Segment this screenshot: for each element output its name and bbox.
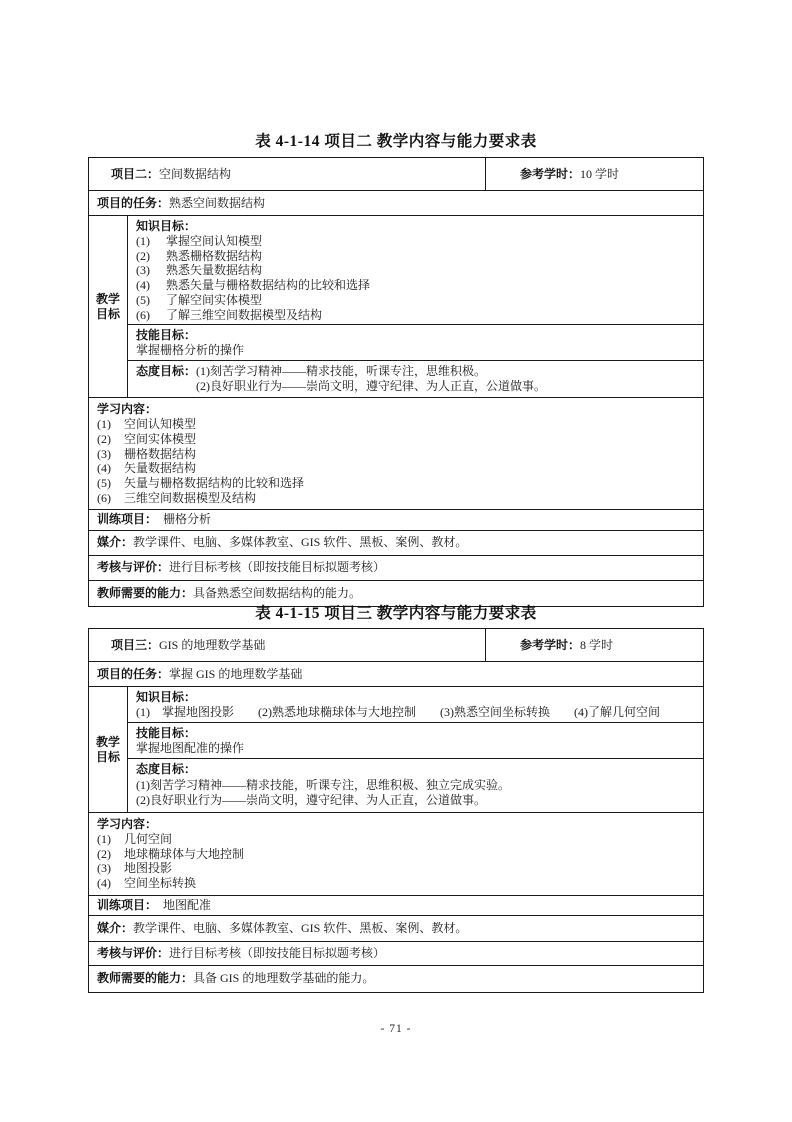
attitude-lines xyxy=(196,364,546,394)
teacher-label: 教师需要的能力： xyxy=(97,585,194,600)
table2-project-cell xyxy=(89,629,486,661)
attitude-label: 态度目标： xyxy=(136,364,197,379)
page-number: - 71 - xyxy=(380,1023,412,1035)
attitude-line1: (1)刻苦学习精神——精求技能，听课专注，思维积极、独立完成实验。 xyxy=(136,778,510,792)
assessment-value: 进行目标考核（即按技能目标拟题考核） xyxy=(169,560,386,575)
objectives-label-line2: 目标 xyxy=(95,306,120,321)
task-value: 熟悉空间数据结构 xyxy=(169,196,266,210)
teacher-value: 具备熟悉空间数据结构的能力。 xyxy=(193,585,362,600)
learning-item: (5) 矢量与栅格数据结构的比较和选择 xyxy=(97,476,305,491)
learning-item: (3) 栅格数据结构 xyxy=(97,446,197,461)
table2-learning-row xyxy=(89,812,703,895)
skill-header: 技能目标： xyxy=(136,726,197,740)
table1-learning-row xyxy=(89,397,703,509)
attitude-line2: (2)良好职业行为——崇尚文明，遵守纪律、为人正直，公道做事。 xyxy=(196,379,547,394)
table2-teacher-row xyxy=(89,965,703,992)
task-label: 项目的任务： xyxy=(97,196,170,210)
objectives-label xyxy=(89,687,128,812)
project-label: 项目二： xyxy=(111,167,160,181)
table1-objectives-row xyxy=(89,215,703,397)
objectives-label-line1: 教学 xyxy=(95,734,120,749)
table1-project-cell xyxy=(89,158,486,190)
media-value: 教学课件、电脑、多媒体教室、GIS 软件、黑板、案例、教材。 xyxy=(133,535,468,550)
skill-section xyxy=(128,722,703,758)
knowledge-section xyxy=(128,687,703,722)
objectives-label xyxy=(89,216,128,397)
table2-assessment-row xyxy=(89,941,703,966)
project-value: GIS 的地理数学基础 xyxy=(159,638,266,652)
attitude-block xyxy=(136,363,695,395)
table2-hours-cell xyxy=(486,629,703,661)
knowledge-line: (1) 掌握地图投影 (2)熟悉地球椭球体与大地控制 (3)熟悉空间坐标转换 (4)了解几何空间 xyxy=(136,705,660,719)
attitude-section xyxy=(128,360,703,397)
learning-item: (6) 三维空间数据模型及结构 xyxy=(97,490,257,505)
knowledge-item: (6) 了解三维空间数据模型及结构 xyxy=(136,307,323,322)
table1-media-row xyxy=(89,530,703,556)
training-value: 地图配准 xyxy=(163,897,212,912)
hours-value: 10 学时 xyxy=(580,167,620,181)
knowledge-item: (2) 熟悉栅格数据结构 xyxy=(136,248,263,263)
knowledge-item: (4) 熟悉矢量与栅格数据结构的比较和选择 xyxy=(136,278,371,293)
table1-task-row xyxy=(89,190,703,215)
project-label: 项目三： xyxy=(111,638,160,652)
task-value: 掌握 GIS 的地理数学基础 xyxy=(169,667,303,681)
knowledge-section xyxy=(128,216,703,324)
attitude-line2: (2)良好职业行为——崇尚文明，遵守纪律、为人正直，公道做事。 xyxy=(136,793,486,807)
table2 xyxy=(88,628,704,993)
assessment-label: 考核与评价： xyxy=(97,560,170,575)
table1-header-row xyxy=(89,158,703,190)
table2-objectives-row xyxy=(89,686,703,812)
teacher-value: 具备 GIS 的地理数学基础的能力。 xyxy=(193,971,375,986)
attitude-section xyxy=(128,758,703,812)
table2-objectives-content xyxy=(128,687,703,812)
assessment-label: 考核与评价： xyxy=(97,945,170,960)
learning-item: (1) 空间认知模型 xyxy=(97,417,197,432)
learning-item: (4) 空间坐标转换 xyxy=(97,876,197,891)
attitude-line1: (1)刻苦学习精神——精求技能，听课专注，思维积极。 xyxy=(196,364,487,379)
table1-training-row xyxy=(89,509,703,530)
table2-media-row xyxy=(89,915,703,941)
table1-assessment-row xyxy=(89,555,703,580)
training-value: 栅格分析 xyxy=(163,512,212,527)
media-label: 媒介： xyxy=(97,535,134,550)
hours-label: 参考学时： xyxy=(520,638,581,652)
learning-item: (1) 几何空间 xyxy=(97,832,173,846)
learning-item: (3) 地图投影 xyxy=(97,861,173,876)
learning-item: (4) 矢量数据结构 xyxy=(97,461,197,476)
learning-item: (2) 空间实体模型 xyxy=(97,431,197,446)
learning-item: (2) 地球椭球体与大地控制 xyxy=(97,846,245,861)
table2-title: 表 4-1-15 项目三 教学内容与能力要求表 xyxy=(255,605,537,622)
assessment-value: 进行目标考核（即按技能目标拟题考核） xyxy=(169,945,386,960)
attitude-lines xyxy=(136,777,695,810)
knowledge-header: 知识目标： xyxy=(136,690,197,704)
knowledge-item: (1) 掌握空间认知模型 xyxy=(136,234,263,248)
skill-section xyxy=(128,324,703,360)
table2-header-row xyxy=(89,629,703,661)
skill-text: 掌握栅格分析的操作 xyxy=(136,343,245,358)
table2-task-row xyxy=(89,661,703,686)
project-value: 空间数据结构 xyxy=(159,167,232,181)
media-label: 媒介： xyxy=(97,920,134,935)
objectives-label-line1: 教学 xyxy=(95,291,120,306)
hours-label: 参考学时： xyxy=(520,167,581,181)
table1-title: 表 4-1-14 项目二 教学内容与能力要求表 xyxy=(255,133,537,150)
skill-header: 技能目标： xyxy=(136,328,197,343)
attitude-header: 态度目标： xyxy=(136,762,197,776)
training-label: 训练项目： xyxy=(97,512,158,527)
objectives-label-line2: 目标 xyxy=(95,749,120,764)
learning-header: 学习内容： xyxy=(97,402,158,417)
skill-text: 掌握地图配准的操作 xyxy=(136,741,245,755)
knowledge-header: 知识目标： xyxy=(136,219,197,233)
teacher-label: 教师需要的能力： xyxy=(97,971,194,986)
table1-objectives-content xyxy=(128,216,703,397)
table1-hours-cell xyxy=(486,158,703,190)
hours-value: 8 学时 xyxy=(580,638,614,652)
table2-training-row xyxy=(89,895,703,916)
training-label: 训练项目： xyxy=(97,897,158,912)
knowledge-item: (3) 熟悉矢量数据结构 xyxy=(136,263,263,278)
knowledge-item: (5) 了解空间实体模型 xyxy=(136,292,263,307)
task-label: 项目的任务： xyxy=(97,667,170,681)
media-value: 教学课件、电脑、多媒体教室、GIS 软件、黑板、案例、教材。 xyxy=(133,920,468,935)
table1 xyxy=(88,157,704,607)
learning-header: 学习内容： xyxy=(97,817,158,831)
